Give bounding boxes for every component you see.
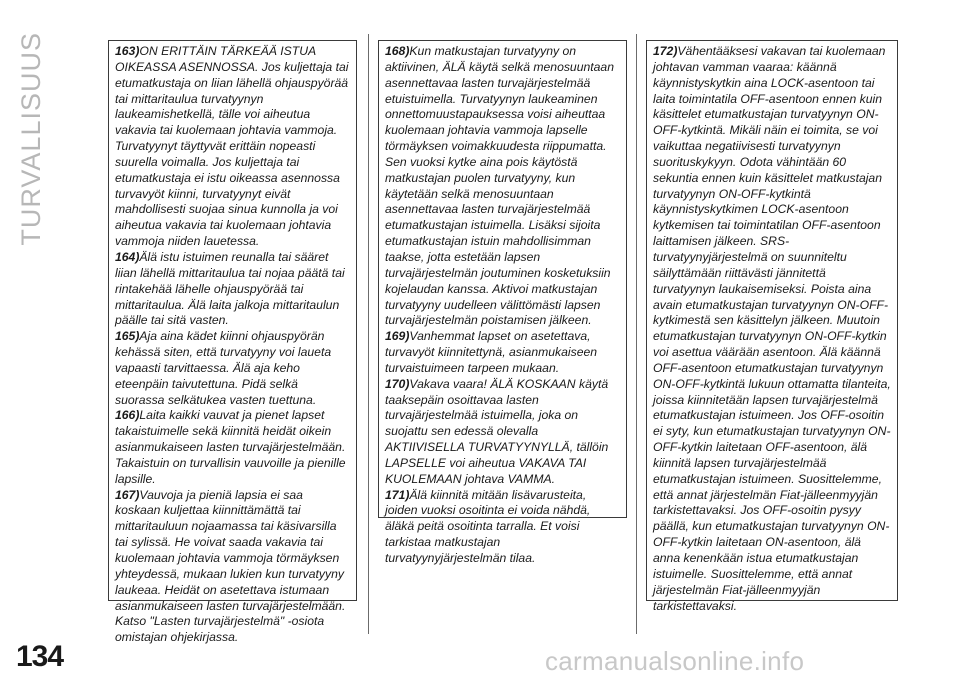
note-number: 171) — [385, 487, 410, 502]
watermark: carmanualsonline.info — [545, 646, 805, 676]
note-number: 165) — [115, 329, 140, 344]
note-number: 169) — [385, 329, 410, 344]
note-165 — [115, 329, 350, 408]
note-169 — [385, 329, 620, 377]
note-168 — [385, 44, 620, 329]
note-171 — [385, 488, 620, 567]
note-164 — [115, 250, 350, 329]
note-text: Kun matkustajan turvatyyny on aktiivinen, ÄLÄ käytä selkä menosuuntaan asennettavaa lasten turvajärjestelmää etuistuimella. Turvatyynyn laukeaminen onnettomuustapauksessa voisi aiheuttaa kuolemaan johtavia vammoja lapselle törmäyksen voimakkuudesta riippumatta. Sen vuoksi kytke aina pois käytöstä matkustajan puolen turvatyyny, kun käytetään selkä menosuuntaan asennettavaa lasten turvajärjestelmää etumatkustajan istuimella. Lisäksi sijoita etumatkustajan istuin mahdollisimman taakse, jotta estetään lapsen turvajärjestelmän joutuminen kosketuksiin kojelaudan kanssa. Aktivoi matkustajan turvatyyny uudelleen välittömästi lapsen turvajärjestelmän poistamisen jälkeen. — [385, 44, 614, 328]
note-number: 164) — [115, 249, 140, 264]
note-text: Vanhemmat lapset on asetettava, turvavyöt kiinnitettynä, asianmukaiseen turvaistuimeen tarpeen mukaan. — [385, 329, 598, 375]
note-text: Älä istu istuimen reunalla tai sääret liian lähellä mittaritaulua tai nojaa päätä tai rintakehää lähelle ohjauspyörää tai mittaritaulua. Älä laita jalkoja mittaritaulun päälle tai sitä vasten. — [115, 249, 345, 328]
column-divider — [368, 34, 369, 634]
note-text: ON ERITTÄIN TÄRKEÄÄ ISTUA OIKEASSA ASENNOSSA. Jos kuljettaja tai etumatkustaja on liian lähellä ohjauspyörää tai mittaritaulua turvatyynyn laukeamishetkellä, tälle voi aiheutua vakavia tai kuolemaan johtavia vammoja. Turvatyynyt täyttyvät erittäin nopeasti suurella voimalla. Jos kuljettaja tai etumatkustaja ei istu oikeassa asennossa turvavyöt kiinni, turvatyynyt eivät mahdollisesti suojaa sinua kunnolla ja voi aiheutua vakavia tai kuolemaan johtavia vammoja niiden lauetessa. — [115, 44, 349, 249]
note-167 — [115, 488, 350, 646]
warning-box-1 — [108, 40, 357, 645]
note-number: 167) — [115, 487, 140, 502]
note-text: Aja aina kädet kiinni ohjauspyörän kehässä siten, että turvatyyny voi laueta vapaasti tarvittaessa. Älä aja keho eteenpäin taivutettuna. Pidä selkä suorassa selkätukea vasten tuettuna. — [115, 329, 332, 407]
note-text: Älä kiinnitä mitään lisävarusteita, joiden vuoksi osoitinta ei voida nähdä, äläkä peitä osoitinta tarralla. Et voisi tarkistaa matkustajan turvatyynyjärjestelmän tilaa. — [385, 487, 591, 565]
note-number: 163) — [115, 44, 140, 58]
note-172 — [653, 44, 891, 614]
note-text: Vakava vaara! ÄLÄ KOSKAAN käytä taaksepäin osoittavaa lasten turvajärjestelmää istuimella, joka on suojattu sen edessä olevalla AKTIIVISELLA TURVATYYNYLLÄ, tällöin LAPSELLE voi aiheutua VAKAVA TAI KUOLEMAAN johtava VAMMA. — [385, 376, 609, 486]
note-166 — [115, 408, 350, 487]
note-number: 170) — [385, 376, 410, 391]
column-divider — [636, 34, 637, 634]
note-text: Vauvoja ja pieniä lapsia ei saa koskaan kuljettaa kiinnittämättä tai mittaritauluun nojaamassa tai käsivarsilla tai sylissä. He voivat saada vakavia tai kuolemaan johtavia vammoja törmäyksen yhteydessä, mukaan lukien kun turvatyyny laukeaa. Heidät on asetettava istumaan asianmukaiseen lasten turvajärjestelmään. Katso "Lasten turvajärjestelmä" -osiota omistajan ohjekirjassa. — [115, 487, 346, 645]
note-number: 172) — [653, 44, 678, 58]
note-text: Laita kaikki vauvat ja pienet lapset takaistuimelle sekä kiinnitä heidät oikein asianmukaiseen lasten turvajärjestelmään. Takaistuin on turvallisin vauvoille ja pienille lapsille. — [115, 408, 346, 486]
note-number: 166) — [115, 408, 140, 423]
note-text: Vähentääksesi vakavan tai kuolemaan johtavan vamman vaaraa: käännä käynnistyskytkin aina LOCK-asentoon tai laita toimintatila OFF-asentoon ennen kuin käsittelet etumatkustajan turvatyynyn ON-OFF-kytkintä. Mikäli näin ei toimita, se voi vaikuttaa negatiivisesti turvatyynyn suorituskykyyn. Odota vähintään 60 sekuntia ennen kuin käsittelet matkustajan turvatyynyn ON-OFF-kytkintä käynnistyskytkimen LOCK-asentoon kytkemisen tai toimintatilan OFF-asentoon laittamisen jälkeen. SRS-turvatyynyjärjestelmä on suunniteltu säilyttämään riittävästi jännitettä turvatyynyn laukaisemiseksi. Poista aina avain etumatkustajan turvatyynyn ON-OFF-kytkimestä sen käsittelyn jälkeen. Muutoin etumatkustajan turvatyynyn ON-OFF-kytkin voi asettua väärään asentoon. Älä käännä OFF-asentoon etumatkustajan turvatyynyn ON-OFF-kytkintä lukuun ottamatta tilanteita, joissa kiinnitetään lapsen turvajärjestelmä etumatkustajan istuimeen. Jos OFF-osoitin ei syty, kun etumatkustajan turvatyynyn ON-OFF-kytkin laitetaan OFF-asentoon, älä kiinnitä lapsen turvajärjestelmää etumatkustajan istuimeen. Suosittelemme, että annat järjestelmän Fiat-jälleenmyyjän tarkistettavaksi. Jos OFF-osoitin pysyy päällä, kun etumatkustajan turvatyynyn ON-OFF-kytkin laitetaan ON-asentoon, älä anna kenenkään istua etumatkustajan istuimelle. Suosittelemme, että annat järjestelmän Fiat-jälleenmyyjän tarkistettavaksi. — [653, 44, 891, 613]
note-170 — [385, 377, 620, 488]
section-title: TURVALLISUUS — [16, 32, 46, 246]
warning-box-2 — [378, 40, 627, 565]
page-number: 134 — [16, 640, 64, 673]
note-163 — [115, 44, 350, 250]
warning-box-3 — [646, 40, 898, 613]
note-number: 168) — [385, 44, 410, 58]
